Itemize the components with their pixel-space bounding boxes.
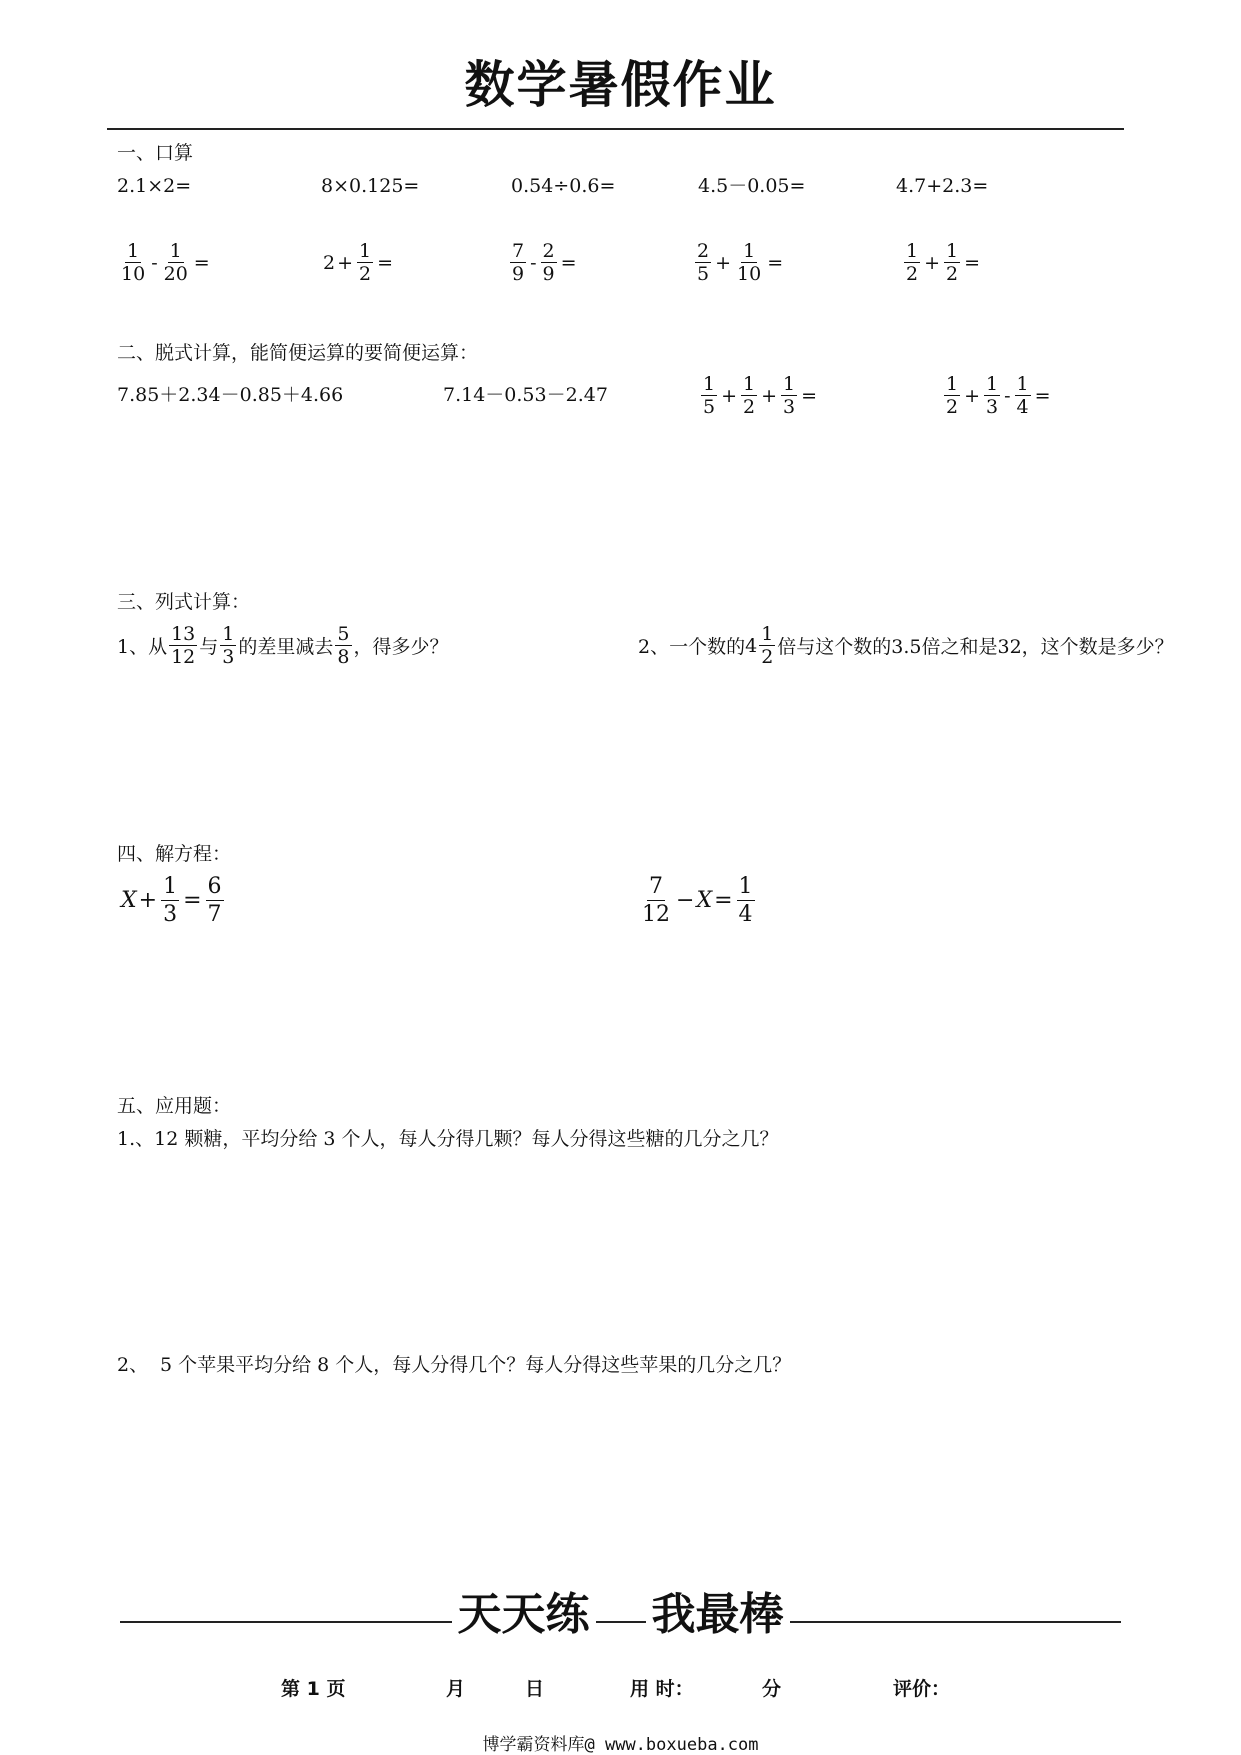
word-problem-2: 5 个苹果平均分给 8 个人，每人分得几个？每人分得这些苹果的几分之几？ — [160, 1354, 792, 1376]
slogan-part-2: 我最棒 — [646, 1589, 790, 1640]
slogan-part-1: 天天练 — [452, 1589, 596, 1640]
fraction: $\frac{7}{12}$ — [642, 874, 670, 927]
mental-calc-3: 0.54÷0.6= — [511, 175, 616, 197]
equation-1: X + $\frac{1}{3}$ = $\frac{6}{7}$ — [121, 874, 222, 927]
section-1-heading: 一、口算 — [117, 142, 194, 164]
fraction: $\frac{1}{2}$ — [359, 240, 372, 285]
section-2-heading: 二、脱式计算，能简便运算的要简便运算： — [117, 342, 479, 364]
fraction-calc-3: $\frac{7}{9}$ - $\frac{2}{9}$ = — [512, 240, 577, 285]
fraction-calc-1: $\frac{1}{10}$ - $\frac{1}{20}$ = — [121, 240, 210, 285]
section-4-heading: 四、解方程： — [117, 843, 232, 865]
title-divider — [107, 128, 1124, 130]
fraction: $\frac{1}{2}$ — [906, 240, 919, 285]
fraction: $\frac{1}{3}$ — [222, 623, 235, 668]
watermark: 博学霸资料库@ www.boxueba.com — [482, 1735, 759, 1755]
mental-calc-4: 4.5－0.05= — [698, 175, 806, 197]
section-5-heading: 五、应用题： — [117, 1095, 232, 1117]
footer-slogan — [0, 1588, 1241, 1642]
stepwise-calc-2: 7.14－0.53－2.47 — [443, 384, 608, 406]
section-3-heading: 三、列式计算： — [117, 591, 251, 613]
mental-calc-5: 4.7+2.3= — [896, 175, 989, 197]
fraction: $\frac{1}{10}$ — [121, 240, 146, 285]
page-title: 数学暑假作业 — [464, 56, 777, 114]
fraction: $\frac{1}{10}$ — [737, 240, 762, 285]
fraction: $\frac{1}{3}$ — [783, 373, 796, 418]
mental-calc-1: 2.1×2= — [117, 175, 192, 197]
fraction: $\frac{1}{3}$ — [163, 874, 178, 927]
stepwise-calc-1: 7.85＋2.34－0.85＋4.66 — [117, 384, 344, 406]
fraction: $\frac{1}{2}$ — [743, 373, 756, 418]
day-label: 日 — [525, 1678, 545, 1700]
fraction: $\frac{1}{3}$ — [986, 373, 999, 418]
mental-calc-2: 8×0.125= — [321, 175, 420, 197]
fraction: $\frac{1}{5}$ — [703, 373, 716, 418]
page-number: 第 1 页 — [281, 1678, 346, 1700]
word-problem-1: 1.、12 颗糖，平均分给 3 个人，每人分得几颗？每人分得这些糖的几分之几？ — [117, 1128, 779, 1150]
fraction: $\frac{6}{7}$ — [207, 874, 222, 927]
fraction: $\frac{1}{4}$ — [738, 874, 753, 927]
fraction-calc-4: $\frac{2}{5}$ + $\frac{1}{10}$ = — [697, 240, 784, 285]
fraction: $\frac{1}{2}$ — [946, 373, 959, 418]
stepwise-calc-3: $\frac{1}{5}$ + $\frac{1}{2}$ + $\frac{1}{3}$ = — [703, 373, 818, 418]
fraction: $\frac{1}{2}$ — [946, 240, 959, 285]
fraction: $\frac{1}{2}$ — [761, 623, 774, 668]
fraction: $\frac{2}{9}$ — [542, 240, 555, 285]
month-label: 月 — [446, 1678, 466, 1700]
fraction: $\frac{5}{8}$ — [337, 623, 350, 668]
fraction: $\frac{13}{12}$ — [171, 623, 196, 668]
fraction-calc-5: $\frac{1}{2}$ + $\frac{1}{2}$ = — [906, 240, 981, 285]
fraction: $\frac{1}{20}$ — [163, 240, 188, 285]
fraction: $\frac{7}{9}$ — [512, 240, 525, 285]
equation-2: $\frac{7}{12}$ − X = $\frac{1}{4}$ — [642, 874, 753, 927]
time-label: 用 时： — [630, 1678, 694, 1700]
fraction-calc-2: 2 + $\frac{1}{2}$ = — [323, 240, 394, 285]
fraction: $\frac{2}{5}$ — [697, 240, 710, 285]
list-calc-question-2: 2、一个数的 4 $\frac{1}{2}$ 倍与这个数的3.5倍之和是32，这个数是多少？ — [638, 623, 1174, 668]
evaluation-label: 评价： — [893, 1678, 951, 1700]
word-problem-2-number: 2、 — [117, 1354, 149, 1376]
fraction: $\frac{1}{4}$ — [1016, 373, 1029, 418]
stepwise-calc-4: $\frac{1}{2}$ + $\frac{1}{3}$ - $\frac{1}{4}$ = — [946, 373, 1051, 418]
minute-label: 分 — [762, 1678, 782, 1700]
list-calc-question-1: 1、从 $\frac{13}{12}$ 与 $\frac{1}{3}$ 的差里减去 $\frac{5}{8}$ ，得多少？ — [117, 623, 449, 668]
